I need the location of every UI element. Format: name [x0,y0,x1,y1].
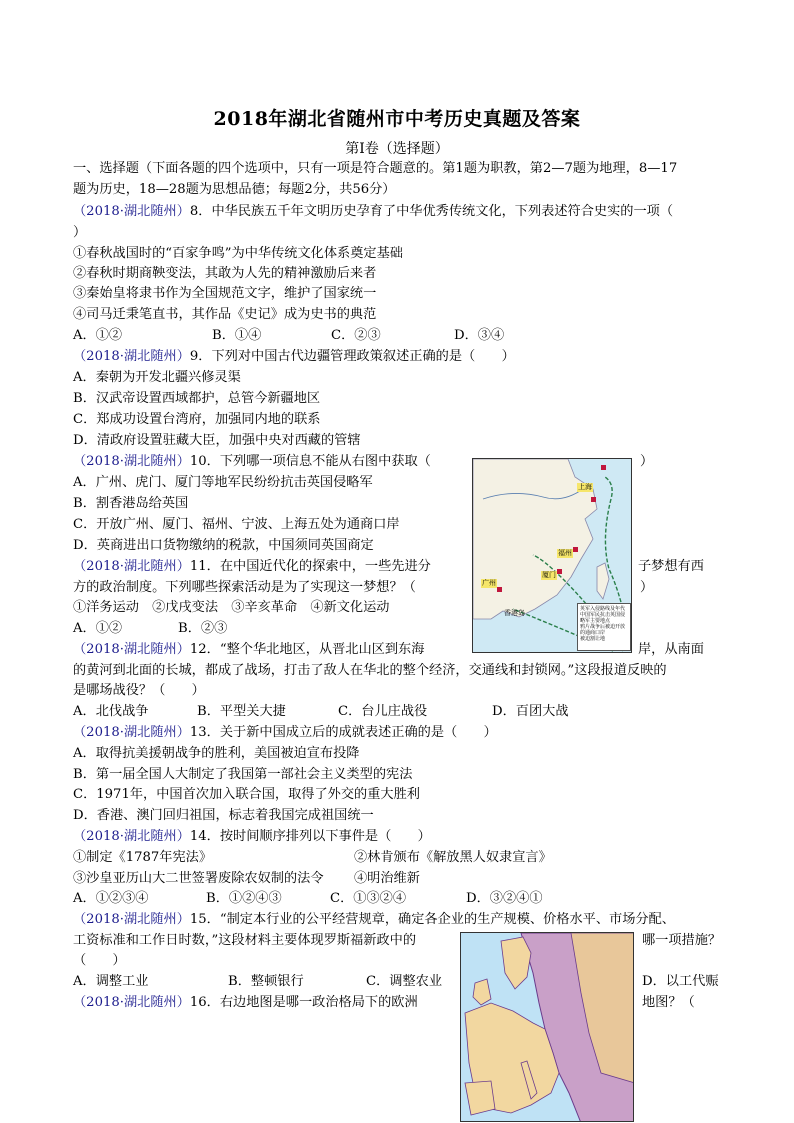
q14-stem: （2018·湖北随州）14．按时间顺序排列以下事件是（ ） [73,829,431,844]
q12-line-2: 的黄河到北面的长城，都成了战场，打击了敌人在华北的整个经济，交通线和封锁网。”这段报道反映的 [73,663,667,678]
q11-line-2: 方的政治制度。下列哪些探索活动是为了实现这一梦想？（ [73,580,416,595]
q12-option-a: A．北伐战争 [73,704,149,719]
q8-option-d: D．③④ [454,328,505,343]
q11-stem: （2018·湖北随州）11．在中国近代化的探索中，一些先进分 [73,559,431,574]
map-label-shanghai: 上海 [578,483,592,491]
q11-stem-end: 子梦想有西 [638,559,704,574]
q8-item-3: ③秦始皇将隶书作为全国规范文字，维护了国家统一 [73,286,377,301]
source-tag: （2018·湖北随州） [73,204,190,219]
q11-line-2-end: ） [640,580,654,595]
q9-option-c: C．郑成功设置台湾府，加强同内地的联系 [73,412,321,427]
q9-option-d: D．清政府设置驻藏大臣，加强中央对西藏的管辖 [73,433,361,448]
q13-stem: （2018·湖北随州）13．关于新中国成立后的成就表述正确的是（ ） [73,725,497,740]
q10-stem: （2018·湖北随州）10．下列哪一项信息不能从右图中获取（ [73,454,431,469]
q12-line-3: 是哪场战役？（ ） [73,683,205,698]
q15-line-2-end: 哪一项措施？ [642,933,722,948]
q11-option-b: B．②③ [178,621,228,636]
q13-option-d: D．香港、澳门回归祖国，标志着我国完成祖国统一 [73,808,374,823]
battle-flag [591,497,596,502]
intro-line-2: 题为历史，18—28题为思想品德；每题2分，共56分） [73,182,396,197]
q14-item-3: ③沙皇亚历山大二世签署废除农奴制的法令 [73,871,324,886]
q15-option-c: C．调整农业 [366,974,443,989]
q13-option-b: B．第一届全国人大制定了我国第一部社会主义类型的宪法 [73,767,413,782]
page-title: 2018年湖北省随州市中考历史真题及答案 [213,108,581,130]
q14-item-2: ②林肯颁布《解放黑人奴隶宣言》 [354,850,552,865]
europe-map-drawing [461,933,634,1122]
europe-map [460,932,634,1122]
map-label-guangzhou: 广州 [482,579,496,587]
q14-option-c: C．①③②④ [330,891,407,906]
q14-option-b: B．①②④③ [206,891,282,906]
q8-item-4: ④司马迁秉笔直书，其作品《史记》成为史书的典范 [73,307,377,322]
q10-stem-end: ） [640,454,654,469]
q10-option-a: A．广州、虎门、厦门等地军民纷纷抗击英国侵略军 [73,475,373,490]
q12-option-c: C．台儿庄战役 [338,704,428,719]
q13-option-c: C．1971年，中国首次加入联合国，取得了外交的重大胜利 [73,787,420,802]
map-label-hongkong: 香港岛 [504,609,525,617]
q16-stem: （2018·湖北随州）16．右边地图是哪一政治格局下的欧洲 [73,995,418,1010]
q8-option-c: C．②③ [331,328,381,343]
q16-stem-end: 地图？（ [642,995,695,1010]
q8-stem: （2018·湖北随州）8．中华民族五千年文明历史孕育了中华优秀传统文化，下列表述符合史实的一项（ [73,204,674,219]
q15-option-a: A．调整工业 [73,974,149,989]
q9-option-a: A．秦朝为开发北疆兴修灵渠 [73,370,241,385]
q8-option-b: B．①④ [212,328,262,343]
opium-war-map [472,458,632,653]
q12-option-b: B．平型关大捷 [197,704,286,719]
q8-stem-cont: ） [73,225,87,240]
battle-flag [601,465,606,470]
battle-flag [557,569,562,574]
battle-flag [497,587,502,592]
battle-flag [573,547,578,552]
q11-items: ①洋务运动 ②戊戌变法 ③辛亥革命 ④新文化运动 [73,600,390,615]
q8-option-a: A．①② [73,328,123,343]
q8-item-1: ①春秋战国时的“百家争鸣”为中华传统文化体系奠定基础 [73,246,403,261]
q10-option-b: B．割香港岛给英国 [73,496,189,511]
q13-option-a: A．取得抗美援朝战争的胜利，美国被迫宣布投降 [73,746,360,761]
q14-item-1: ①制定《1787年宪法》 [73,850,213,865]
map-legend: 英军入侵路线及年代 中国军民抗击英国侵略军主要地点 鸦片战争后被迫开放的通商口岸 被迫割让地 [577,603,631,651]
q10-option-d: D．英商进出口货物缴纳的税款，中国须同英国商定 [73,538,374,553]
q15-option-b: B．整顿银行 [228,974,304,989]
q15-line-2: 工资标准和工作日时数，”这段材料主要体现罗斯福新政中的 [73,933,417,948]
q14-option-a: A．①②③④ [73,891,149,906]
map-label-fuzhou: 福州 [558,549,572,557]
q9-stem: （2018·湖北随州）9．下列对中国古代边疆管理政策叙述正确的是（ ） [73,349,515,364]
q12-stem: （2018·湖北随州）12．“整个华北地区，从晋北山区到东海 [73,642,425,657]
q15-stem: （2018·湖北随州）15．“制定本行业的公平经营规章，确定各企业的生产规模、价格水平、市场分配、 [73,912,675,927]
q14-option-d: D．③②④① [466,891,543,906]
q12-stem-end: 岸，从南面 [638,642,704,657]
q14-item-4: ④明治维新 [354,871,420,886]
q12-option-d: D．百团大战 [492,704,569,719]
section-subtitle: 第Ⅰ卷（选择题） [345,141,449,157]
q11-option-a: A．①② [73,621,123,636]
q10-option-c: C．开放广州、厦门、福州、宁波、上海五处为通商口岸 [73,517,400,532]
q9-option-b: B．汉武帝设置西域都护，总管今新疆地区 [73,391,321,406]
map-label-xiamen: 厦门 [542,571,556,579]
q8-item-2: ②春秋时期商鞅变法，其敢为人先的精神激励后来者 [73,266,377,281]
intro-line-1: 一、选择题（下面各题的四个选项中，只有一项是符合题意的。第1题为职教，第2—7题为地理，8—17 [73,161,678,176]
q15-line-3: （ ） [73,953,126,968]
q15-option-d: D．以工代赈 [642,974,719,989]
